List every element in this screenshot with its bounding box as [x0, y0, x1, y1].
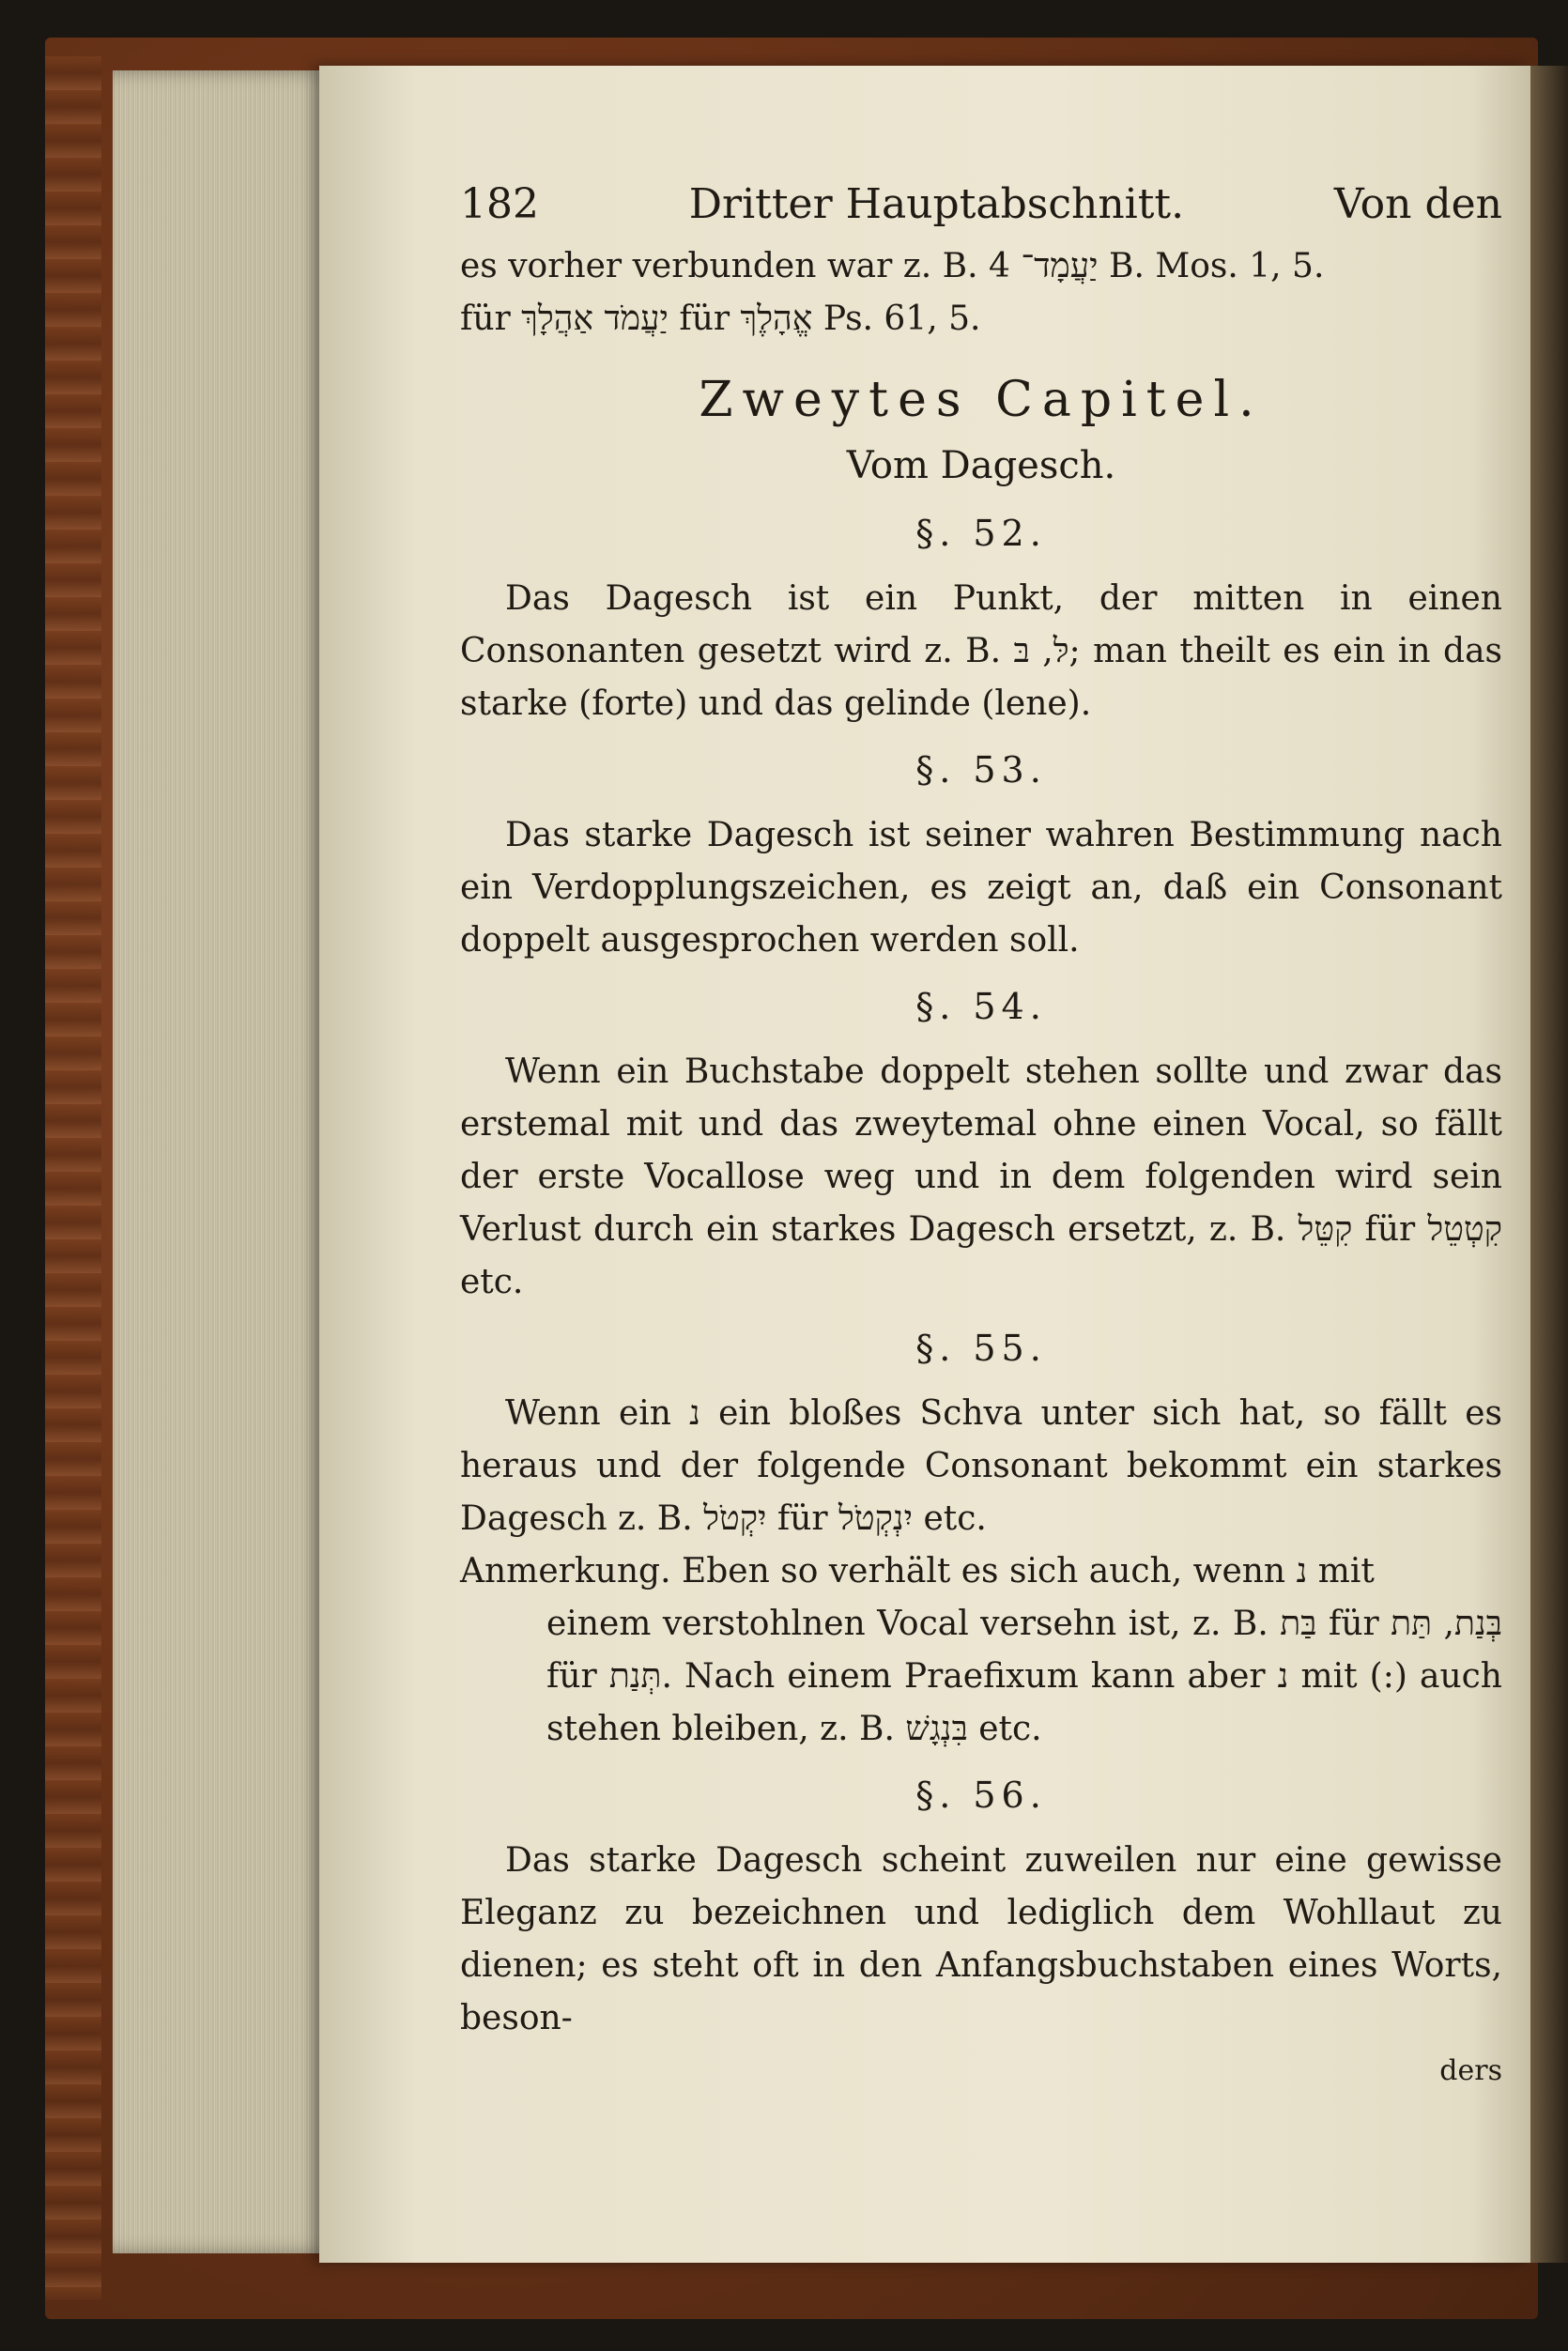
section-text-55: Wenn ein נ ein bloßes Schva unter sich hat, so fällt es heraus und der folgende Consonant bekommt ein starkes Dagesch z. B. יִקְטֹל für יִנְקְטֹל etc. — [460, 1394, 1502, 1538]
annotation — [460, 1545, 1502, 1756]
section-heading-56: §. 56. — [915, 1775, 1047, 1816]
page-number: 182 — [460, 180, 539, 228]
section-heading-55: §. 55. — [915, 1328, 1047, 1369]
running-header — [460, 178, 1502, 235]
page-right-edge — [1530, 66, 1568, 2263]
chapter-subtitle: Vom Dagesch. — [846, 444, 1116, 487]
section-heading-54: §. 54. — [915, 986, 1047, 1027]
section-text-53: Das starke Dagesch ist seiner wahren Bestimmung nach ein Verdopplungszeichen, es zeigt an, daß ein Consonant doppelt ausgesprochen werden soll. — [460, 816, 1502, 960]
page-edges — [113, 70, 338, 2253]
section-heading-53: §. 53. — [915, 749, 1047, 791]
annotation-body: einem verstohlnen Vocal versehn ist, z. B. בַּת für בְּנַת, תַּת für תְּנַת. Nach einem Praefixum kann aber נ mit (:) auch stehen bleiben, z. B. בִּנְגָשׁ etc. — [546, 1605, 1502, 1748]
cover-marbling — [45, 56, 101, 2300]
running-title: Dritter Hauptabschnitt. — [688, 180, 1185, 228]
catchword: ders — [1439, 2054, 1502, 2087]
chapter-title: Zweytes Capitel. — [699, 372, 1264, 428]
running-title-right: Von den — [1333, 180, 1502, 228]
section-text-52: Das Dagesch ist ein Punkt, der mitten in einen Consonanten gesetzt wird z. B. לּ, בּ; man theilt es ein in das starke (forte) und das gelinde (lene). — [460, 579, 1503, 723]
annotation-label: Anmerkung. — [460, 1552, 671, 1590]
page-text — [460, 178, 1502, 2097]
section-text-56: Das starke Dagesch scheint zuweilen nur eine gewisse Eleganz zu bezeichnen und lediglich dem Wohllaut zu dienen; es steht oft in den Anfangsbuchstaben eines Worts, beson- — [460, 1841, 1502, 2037]
annotation-first-text: Eben so verhält es sich auch, wenn נ mit — [681, 1552, 1375, 1590]
intro-line-2: für יַעֲמֹד אַהֲלָךְ für אֱהָלֶךְ Ps. 61, 5. — [460, 300, 981, 338]
section-heading-52: §. 52. — [915, 513, 1047, 554]
intro-line-1: es vorher verbunden war z. B. יַעֲמָד־ 4 B. Mos. 1, 5. — [460, 247, 1325, 285]
annotation-first-line — [460, 1545, 1502, 1598]
section-text-54: Wenn ein Buchstabe doppelt stehen sollte und zwar das erstemal mit und das zweytemal ohne einen Vocal, so fällt der erste Vocallose weg und in dem folgenden wird sein Verlust durch ein starkes Dagesch ersetzt, z. B. קִטֵּל für קִטְטֵל etc. — [460, 1053, 1502, 1301]
